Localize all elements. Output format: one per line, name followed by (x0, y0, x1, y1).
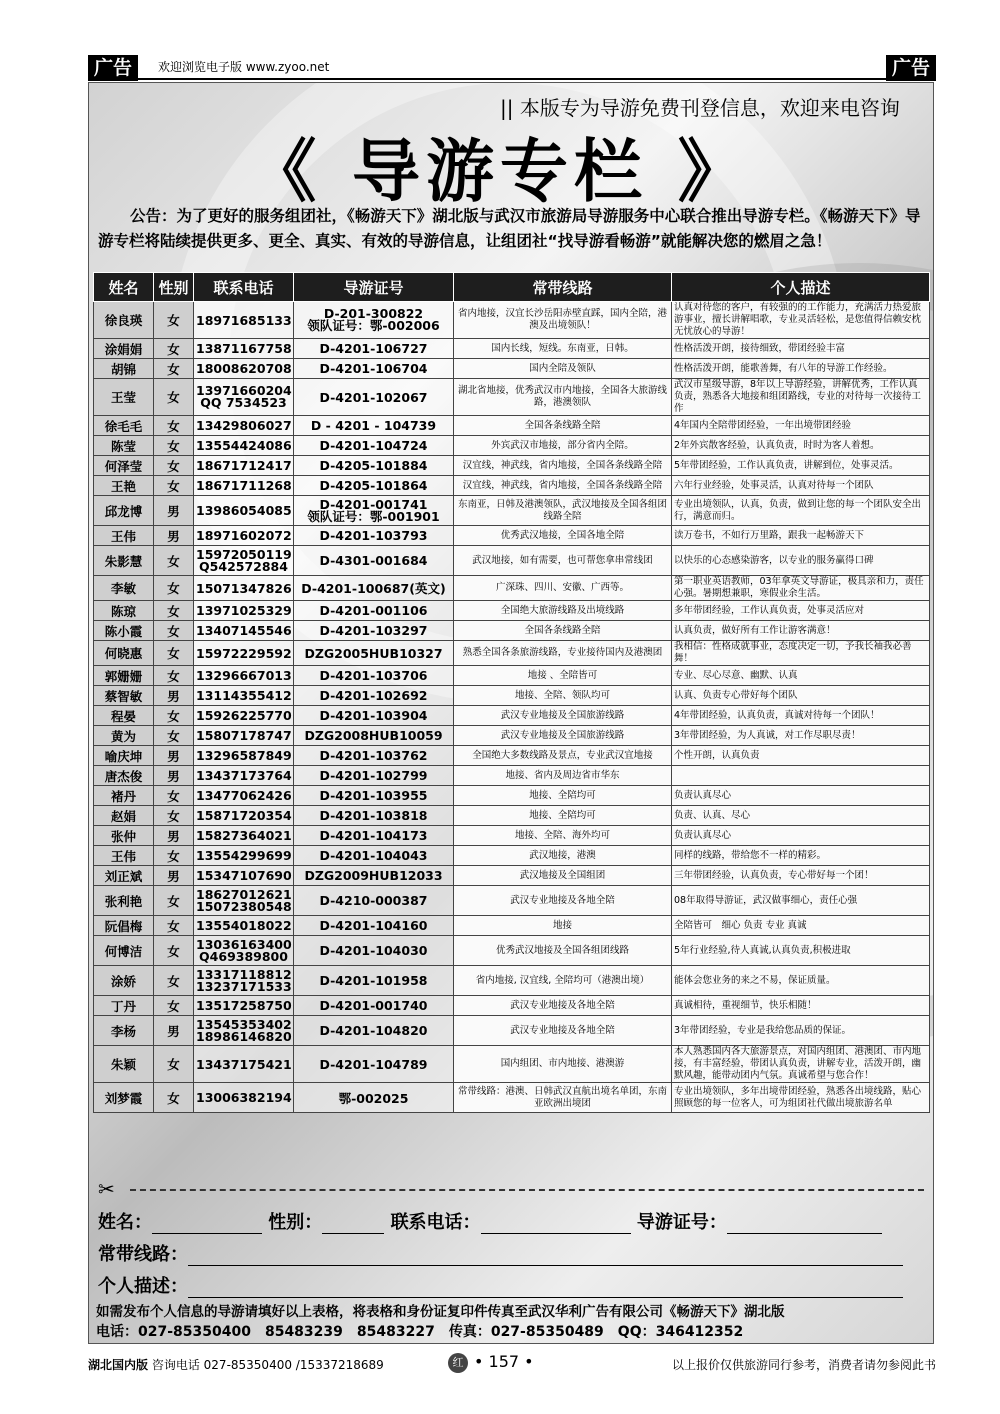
cell-name: 黄为 (94, 726, 154, 746)
subtitle: || 本版专为导游免费刊登信息，欢迎来电咨询 (500, 96, 900, 120)
cell-license: D-4201-104724 (294, 436, 454, 456)
table-row (94, 786, 930, 806)
cell-gender: 女 (154, 302, 194, 339)
form-gender-label: 性别： (268, 1212, 323, 1233)
cell-name: 李敏 (94, 576, 154, 601)
table-row (94, 766, 930, 786)
cell-routes: 优秀武汉地接，全国各地全陪 (454, 526, 672, 546)
cell-description (672, 766, 930, 786)
cell-phone: 13986054085 (194, 496, 294, 526)
cell-name: 刘正斌 (94, 866, 154, 886)
notice-text-end: 就能解决您的燃眉之急！ (660, 232, 832, 250)
cell-routes: 优秀武汉地接及全国各组团线路 (454, 936, 672, 966)
cell-routes: 东南亚，日韩及港澳领队，武汉地接及全国各组团线路全陪 (454, 496, 672, 526)
cell-license: D-4201-104160 (294, 916, 454, 936)
cell-description: 认真、负责专心带好每个团队 (672, 686, 930, 706)
cell-name: 张利艳 (94, 886, 154, 916)
header-gender: 性别 (154, 273, 194, 302)
cell-routes: 熟悉全国各条旅游线路，专业接待国内及港澳团 (454, 641, 672, 666)
cell-phone: 18008620708 (194, 359, 294, 379)
cell-description: 负责、认真、尽心 (672, 806, 930, 826)
cell-routes: 汉宜线，神武线，省内地接，全国各条线路全陪 (454, 476, 672, 496)
cell-gender: 女 (154, 666, 194, 686)
cell-license: DZG2005HUB10327 (294, 641, 454, 666)
cell-routes: 武汉专业地接及各地全陪 (454, 996, 672, 1016)
cell-gender: 女 (154, 359, 194, 379)
cell-gender: 男 (154, 1016, 194, 1046)
cell-phone: 13554299699 (194, 846, 294, 866)
cell-routes: 国内长线，短线。东南亚，日韩。 (454, 339, 672, 359)
cell-description: 三年带团经验，认真负责，专心带好每一个团！ (672, 866, 930, 886)
ad-tag-left: 广告 (88, 55, 138, 81)
cell-name: 何晓惠 (94, 641, 154, 666)
cell-routes: 常带线路：港澳、日韩武汉直航出境名单团，东南亚欧洲出境团 (454, 1083, 672, 1113)
form-row-3 (98, 1272, 903, 1298)
cell-license: D-4201-001741 领队证号：鄂-001901 (294, 496, 454, 526)
cell-gender: 女 (154, 886, 194, 916)
cell-license: DZG2009HUB12033 (294, 866, 454, 886)
cell-license: D-4201-100687(英文) (294, 576, 454, 601)
footnote-contacts: 电话：027-85350400 85483239 85483227 传真：027-85350489 QQ：346412352 (96, 1324, 744, 1340)
form-gender-field[interactable] (322, 1215, 384, 1234)
cell-routes: 武汉专业地接及各地全陪 (454, 1016, 672, 1046)
form-license-field[interactable] (727, 1215, 882, 1234)
cell-name: 赵娟 (94, 806, 154, 826)
cell-name: 徐良瑛 (94, 302, 154, 339)
table-row (94, 706, 930, 726)
cell-description: 性格活泼开朗，能歌善舞，有八年的导游工作经验。 (672, 359, 930, 379)
table-row (94, 601, 930, 621)
cell-gender: 女 (154, 966, 194, 996)
table-header-row (94, 273, 930, 302)
table-row (94, 641, 930, 666)
cell-routes: 武汉专业地接及全国旅游线路 (454, 726, 672, 746)
cell-routes: 国内全陪及领队 (454, 359, 672, 379)
cell-license: D-4201-103706 (294, 666, 454, 686)
cell-gender: 女 (154, 416, 194, 436)
cell-gender: 女 (154, 436, 194, 456)
table-row (94, 546, 930, 576)
cell-description: 多年带团经验，工作认真负责，处事灵活应对 (672, 601, 930, 621)
cell-name: 王伟 (94, 526, 154, 546)
cell-routes: 全国各条线路全陪 (454, 416, 672, 436)
cell-phone: 13296667013 (194, 666, 294, 686)
table-row (94, 576, 930, 601)
cell-gender: 女 (154, 456, 194, 476)
cell-name: 邱龙博 (94, 496, 154, 526)
footnote-instructions: 如需发布个人信息的导游请填好以上表格，将表格和身份证复印件传真至武汉华利广告有限公司《畅游天下》湖北版 (96, 1304, 785, 1320)
cell-description: 性格活泼开朗，接待细致，带团经验丰富 (672, 339, 930, 359)
table-row (94, 302, 930, 339)
cell-gender: 女 (154, 641, 194, 666)
cell-phone: 15807178747 (194, 726, 294, 746)
scissors-icon: ✂ (98, 1177, 115, 1201)
table-row (94, 416, 930, 436)
page-title: 《 导游专栏 》 (248, 132, 752, 212)
header-routes: 常带线路 (454, 273, 672, 302)
cell-routes: 全国绝大旅游线路及出境线路 (454, 601, 672, 621)
cell-name: 陈琼 (94, 601, 154, 621)
cell-gender: 男 (154, 766, 194, 786)
cell-gender: 女 (154, 996, 194, 1016)
cell-phone: 13407145546 (194, 621, 294, 641)
cell-description: 我相信：性格成就事业，态度决定一切，予我长袖我必善舞！ (672, 641, 930, 666)
cell-routes: 地接、全陪、领队均可 (454, 686, 672, 706)
cell-phone: 13437175421 (194, 1046, 294, 1083)
table-row (94, 826, 930, 846)
table-row (94, 456, 930, 476)
cell-phone: 13114355412 (194, 686, 294, 706)
cell-description: 负责认真尽心 (672, 786, 930, 806)
cell-phone: 13871167758 (194, 339, 294, 359)
table-row (94, 686, 930, 706)
cell-name: 褚丹 (94, 786, 154, 806)
top-divider (88, 78, 936, 80)
table-row (94, 496, 930, 526)
cell-phone: 13517258750 (194, 996, 294, 1016)
footer-page (448, 1352, 534, 1373)
cell-description: 3年带团经验，为人真诚，对工作尽职尽责！ (672, 726, 930, 746)
cell-phone: 13554018022 (194, 916, 294, 936)
cell-description: 4年国内全陪带团经验，一年出境带团经验 (672, 416, 930, 436)
cell-phone: 15926225770 (194, 706, 294, 726)
table-row (94, 1046, 930, 1083)
table-row (94, 746, 930, 766)
cell-license: D-4201-102067 (294, 379, 454, 416)
table-row (94, 726, 930, 746)
cell-routes: 武汉专业地接及各地全陪 (454, 886, 672, 916)
cell-gender: 女 (154, 621, 194, 641)
cell-phone: 18971685133 (194, 302, 294, 339)
cell-name: 徐毛毛 (94, 416, 154, 436)
cell-routes: 地接、全陪均可 (454, 786, 672, 806)
cell-license: D-4201-103297 (294, 621, 454, 641)
cell-description: 同样的线路，带给您不一样的精彩。 (672, 846, 930, 866)
cell-license: D-4201-101958 (294, 966, 454, 996)
cell-gender: 女 (154, 726, 194, 746)
cell-name: 郭姗姗 (94, 666, 154, 686)
cell-phone: 13429806027 (194, 416, 294, 436)
footer-edition: 湖北国内版 (88, 1358, 149, 1372)
cell-description: 能体会您业务的来之不易，保证质量。 (672, 966, 930, 996)
cell-name: 何博洁 (94, 936, 154, 966)
cell-gender: 男 (154, 866, 194, 886)
cell-description: 4年带团经验，认真负责，真诚对待每一个团队！ (672, 706, 930, 726)
form-name-label: 姓名： (98, 1212, 152, 1233)
cell-gender: 女 (154, 546, 194, 576)
cell-phone: 15827364021 (194, 826, 294, 846)
cell-description: 认真对待您的客户，有较强的的工作能力，充满活力热爱旅游事业，擅长讲解唱歌，专业灵活轻松，是您值得信赖安枕无忧放心的导游！ (672, 302, 930, 339)
cell-phone: 18971602072 (194, 526, 294, 546)
cell-name: 朱颖 (94, 1046, 154, 1083)
cell-phone: 13971025329 (194, 601, 294, 621)
table-row (94, 806, 930, 826)
cell-phone: 13554424086 (194, 436, 294, 456)
cell-gender: 男 (154, 686, 194, 706)
table-row (94, 526, 930, 546)
footer-left (88, 1356, 384, 1373)
cell-routes: 全国各条线路全陪 (454, 621, 672, 641)
cell-gender: 女 (154, 916, 194, 936)
cell-routes: 武汉地接及全国组团 (454, 866, 672, 886)
cell-license: D-4201-103793 (294, 526, 454, 546)
cell-phone: 13317118812 13237171533 (194, 966, 294, 996)
cell-description: 以快乐的心态感染游客，以专业的服务赢得口碑 (672, 546, 930, 576)
cell-description: 5年带团经验，工作认真负责，讲解到位，处事灵活。 (672, 456, 930, 476)
cell-license: D-4201-102692 (294, 686, 454, 706)
cell-license: D-4201-104820 (294, 1016, 454, 1046)
cell-name: 胡锦 (94, 359, 154, 379)
cell-description: 武汉市星级导游，8年以上导游经验，讲解优秀，工作认真负责，熟悉各大地接和组团路线，专业的对待每一次接待工作 (672, 379, 930, 416)
cell-routes: 汉宜线，神武线，省内地接，全国各条线路全陪 (454, 456, 672, 476)
cell-routes: 省内地接, 汉宜线, 全陪均可（港澳出境） (454, 966, 672, 996)
cell-description: 负责认真尽心 (672, 826, 930, 846)
cell-routes: 地接 (454, 916, 672, 936)
welcome-text[interactable]: 欢迎浏览电子版 www.zyoo.net (158, 60, 330, 74)
form-license-label: 导游证号： (636, 1212, 727, 1233)
header-name: 姓名 (94, 273, 154, 302)
cell-gender: 男 (154, 526, 194, 546)
cell-license: D-4201-104173 (294, 826, 454, 846)
cell-name: 王莹 (94, 379, 154, 416)
cell-phone: 18671712417 (194, 456, 294, 476)
cell-description: 3年带团经验，专业是我给您品质的保证。 (672, 1016, 930, 1046)
cell-license: D-4201-103904 (294, 706, 454, 726)
cell-routes: 武汉专业地接及全国旅游线路 (454, 706, 672, 726)
table-row (94, 866, 930, 886)
cell-description: 认真负责，做好所有工作让游客满意！ (672, 621, 930, 641)
cell-name: 王伟 (94, 846, 154, 866)
header-phone: 联系电话 (194, 273, 294, 302)
cell-name: 阮倡梅 (94, 916, 154, 936)
cell-description: 2年外宾散客经验，认真负责，时时为客人着想。 (672, 436, 930, 456)
form-desc-field[interactable] (188, 1279, 903, 1298)
cell-license: D-4201-104043 (294, 846, 454, 866)
cell-name: 朱影慧 (94, 546, 154, 576)
cell-license: D-4201-103762 (294, 746, 454, 766)
guide-table-wrapper (93, 272, 929, 1113)
table-row (94, 1083, 930, 1113)
cell-phone: 18671711268 (194, 476, 294, 496)
cell-phone: 15972050119 Q542572884 (194, 546, 294, 576)
red-badge-icon: 红 (448, 1353, 468, 1373)
cell-phone: 13296587849 (194, 746, 294, 766)
cell-name: 刘梦霞 (94, 1083, 154, 1113)
notice-label: 公告： (130, 207, 177, 225)
cell-gender: 女 (154, 339, 194, 359)
cell-routes: 省内地接，汉宜长沙岳阳赤壁直踩，国内全陪，港澳及出境领队！ (454, 302, 672, 339)
cell-routes: 广深珠、四川、安徽、广西等。 (454, 576, 672, 601)
cell-gender: 女 (154, 806, 194, 826)
cell-routes: 地接 、全陪皆可 (454, 666, 672, 686)
cell-gender: 女 (154, 576, 194, 601)
cell-gender: 女 (154, 846, 194, 866)
cell-description: 专业出境领队，认真，负责，做到让您的每一个团队安全出行，满意而归。 (672, 496, 930, 526)
cell-license: D-4205-101884 (294, 456, 454, 476)
cell-license: D-4205-101864 (294, 476, 454, 496)
cell-description: 专业、尽心尽意、幽默、认真 (672, 666, 930, 686)
cell-name: 喻庆坤 (94, 746, 154, 766)
guide-table (93, 272, 930, 1113)
form-routes-field[interactable] (188, 1247, 903, 1266)
cell-gender: 男 (154, 746, 194, 766)
cell-gender: 男 (154, 826, 194, 846)
cell-license: D-201-300822 领队证号：鄂-002006 (294, 302, 454, 339)
cell-name: 陈小霞 (94, 621, 154, 641)
cell-license: D-4201-001740 (294, 996, 454, 1016)
cell-license: D-4201-103818 (294, 806, 454, 826)
form-name-field[interactable] (152, 1215, 262, 1234)
cell-description: 读万卷书，不如行万里路，跟我一起畅游天下 (672, 526, 930, 546)
cell-gender: 女 (154, 476, 194, 496)
cell-license: D-4201-104030 (294, 936, 454, 966)
cell-license: D-4201-103955 (294, 786, 454, 806)
table-row (94, 339, 930, 359)
cell-name: 张仲 (94, 826, 154, 846)
cell-gender: 女 (154, 706, 194, 726)
table-row (94, 621, 930, 641)
cell-name: 王艳 (94, 476, 154, 496)
form-phone-label: 联系电话： (390, 1212, 481, 1233)
cell-routes: 地接、全陪均可 (454, 806, 672, 826)
cell-routes: 地接、省内及周边省市华东 (454, 766, 672, 786)
cell-license: D - 4201 - 104739 (294, 416, 454, 436)
cell-name: 蔡智敏 (94, 686, 154, 706)
table-row (94, 359, 930, 379)
cell-phone: 15071347826 (194, 576, 294, 601)
cell-phone: 13006382194 (194, 1083, 294, 1113)
cell-license: DZG2008HUB10059 (294, 726, 454, 746)
cell-license: D-4201-106727 (294, 339, 454, 359)
cell-description: 真诚相待，重视细节，快乐相随！ (672, 996, 930, 1016)
cell-phone: 13971660204 QQ 7534523 (194, 379, 294, 416)
cell-phone: 13036163400 Q469389800 (194, 936, 294, 966)
notice-text: 为了更好的服务组团社，《畅游天下》湖北版与武汉市旅游局导游服务中心联合推出导游专栏。《畅游天下》导游专栏将陆续提供更多、更全、真实、有效的导游信息，让组团社 (98, 207, 921, 250)
cell-gender: 女 (154, 1083, 194, 1113)
cell-name: 陈莹 (94, 436, 154, 456)
cell-name: 唐杰俊 (94, 766, 154, 786)
cell-license: D-4301-001684 (294, 546, 454, 576)
cell-routes: 外宾武汉市地接，部分省内全陪。 (454, 436, 672, 456)
cell-gender: 女 (154, 786, 194, 806)
table-row (94, 666, 930, 686)
cell-gender: 女 (154, 379, 194, 416)
cell-phone: 15347107690 (194, 866, 294, 886)
header-license: 导游证号 (294, 273, 454, 302)
cell-description: 本人熟悉国内各大旅游景点，对国内组团、港澳团、市内地接，有丰富经验，带团认真负责，讲解专业，活泼开朗，幽默风趣，能带动团内气氛。真诚希望与您合作！ (672, 1046, 930, 1083)
form-phone-field[interactable] (481, 1215, 631, 1234)
table-row (94, 379, 930, 416)
cell-name: 丁丹 (94, 996, 154, 1016)
table-row (94, 476, 930, 496)
dashed-divider (130, 1189, 924, 1191)
footer-disclaimer: 以上报价仅供旅游同行参考，消费者请勿参阅此书 (671, 1358, 936, 1372)
form-row-2 (98, 1240, 903, 1266)
cell-description: 六年行业经验，处事灵活，认真对待每一个团队 (672, 476, 930, 496)
footer-consult: 咨询电话 027-85350400 /15337218689 (151, 1358, 384, 1372)
cell-license: 鄂-002025 (294, 1083, 454, 1113)
cell-phone: 18627012621 15072380548 (194, 886, 294, 916)
cell-license: D-4201-102799 (294, 766, 454, 786)
form-row-1 (98, 1208, 882, 1234)
cell-phone: 13437173764 (194, 766, 294, 786)
cell-description: 5年行业经验,待人真诚,认真负责,积极进取 (672, 936, 930, 966)
table-row (94, 846, 930, 866)
cell-routes: 湖北省地接，优秀武汉市内地接，全国各大旅游线路，港澳领队 (454, 379, 672, 416)
table-row (94, 1016, 930, 1046)
cell-description: 第一职业英语教师，03年拿英文导游证，极具亲和力，责任心强。暑期想兼职，寒假业余生活。 (672, 576, 930, 601)
cell-name: 李杨 (94, 1016, 154, 1046)
cell-routes: 武汉地接，如有需要，也可帮您拿串常线团 (454, 546, 672, 576)
cell-name: 何泽莹 (94, 456, 154, 476)
cell-license: D-4201-104789 (294, 1046, 454, 1083)
ad-tag-right: 广告 (886, 55, 936, 81)
cell-name: 涂娇 (94, 966, 154, 996)
cell-routes: 全国绝大多数线路及景点，专业武汉宜地接 (454, 746, 672, 766)
table-row (94, 966, 930, 996)
cell-routes: 地接、全陪、海外均可 (454, 826, 672, 846)
cut-line (98, 1177, 924, 1201)
page-number: • 157 • (474, 1352, 534, 1371)
cell-routes: 武汉地接，港澳 (454, 846, 672, 866)
cell-description: 全陪皆可 细心 负责 专业 真诚 (672, 916, 930, 936)
notice-paragraph (98, 204, 928, 254)
cell-license: D-4210-000387 (294, 886, 454, 916)
table-row (94, 886, 930, 916)
cell-name: 涂娟娟 (94, 339, 154, 359)
table-row (94, 916, 930, 936)
cell-gender: 女 (154, 936, 194, 966)
cell-phone: 13477062426 (194, 786, 294, 806)
cell-gender: 女 (154, 1046, 194, 1083)
header-description: 个人描述 (672, 273, 930, 302)
cell-license: D-4201-106704 (294, 359, 454, 379)
cell-description: 08年取得导游证，武汉做事细心，责任心强 (672, 886, 930, 916)
cell-phone: 15972229592 (194, 641, 294, 666)
table-row (94, 436, 930, 456)
cell-name: 程晏 (94, 706, 154, 726)
form-desc-label: 个人描述： (98, 1276, 188, 1297)
cell-routes: 国内组团、市内地接、港澳游 (454, 1046, 672, 1083)
cell-phone: 13545353402 18986146820 (194, 1016, 294, 1046)
table-row (94, 936, 930, 966)
cell-description: 专业出境领队，多年出境带团经验，熟悉各出境线路，贴心照顾您的每一位客人，可为组团社代做出境旅游名单 (672, 1083, 930, 1113)
table-row (94, 996, 930, 1016)
cell-license: D-4201-001106 (294, 601, 454, 621)
notice-highlight: “找导游看畅游” (547, 232, 661, 250)
cell-description: 个性开朗，认真负责 (672, 746, 930, 766)
cell-gender: 男 (154, 496, 194, 526)
cell-gender: 女 (154, 601, 194, 621)
form-routes-label: 常带线路： (98, 1244, 188, 1265)
cell-phone: 15871720354 (194, 806, 294, 826)
